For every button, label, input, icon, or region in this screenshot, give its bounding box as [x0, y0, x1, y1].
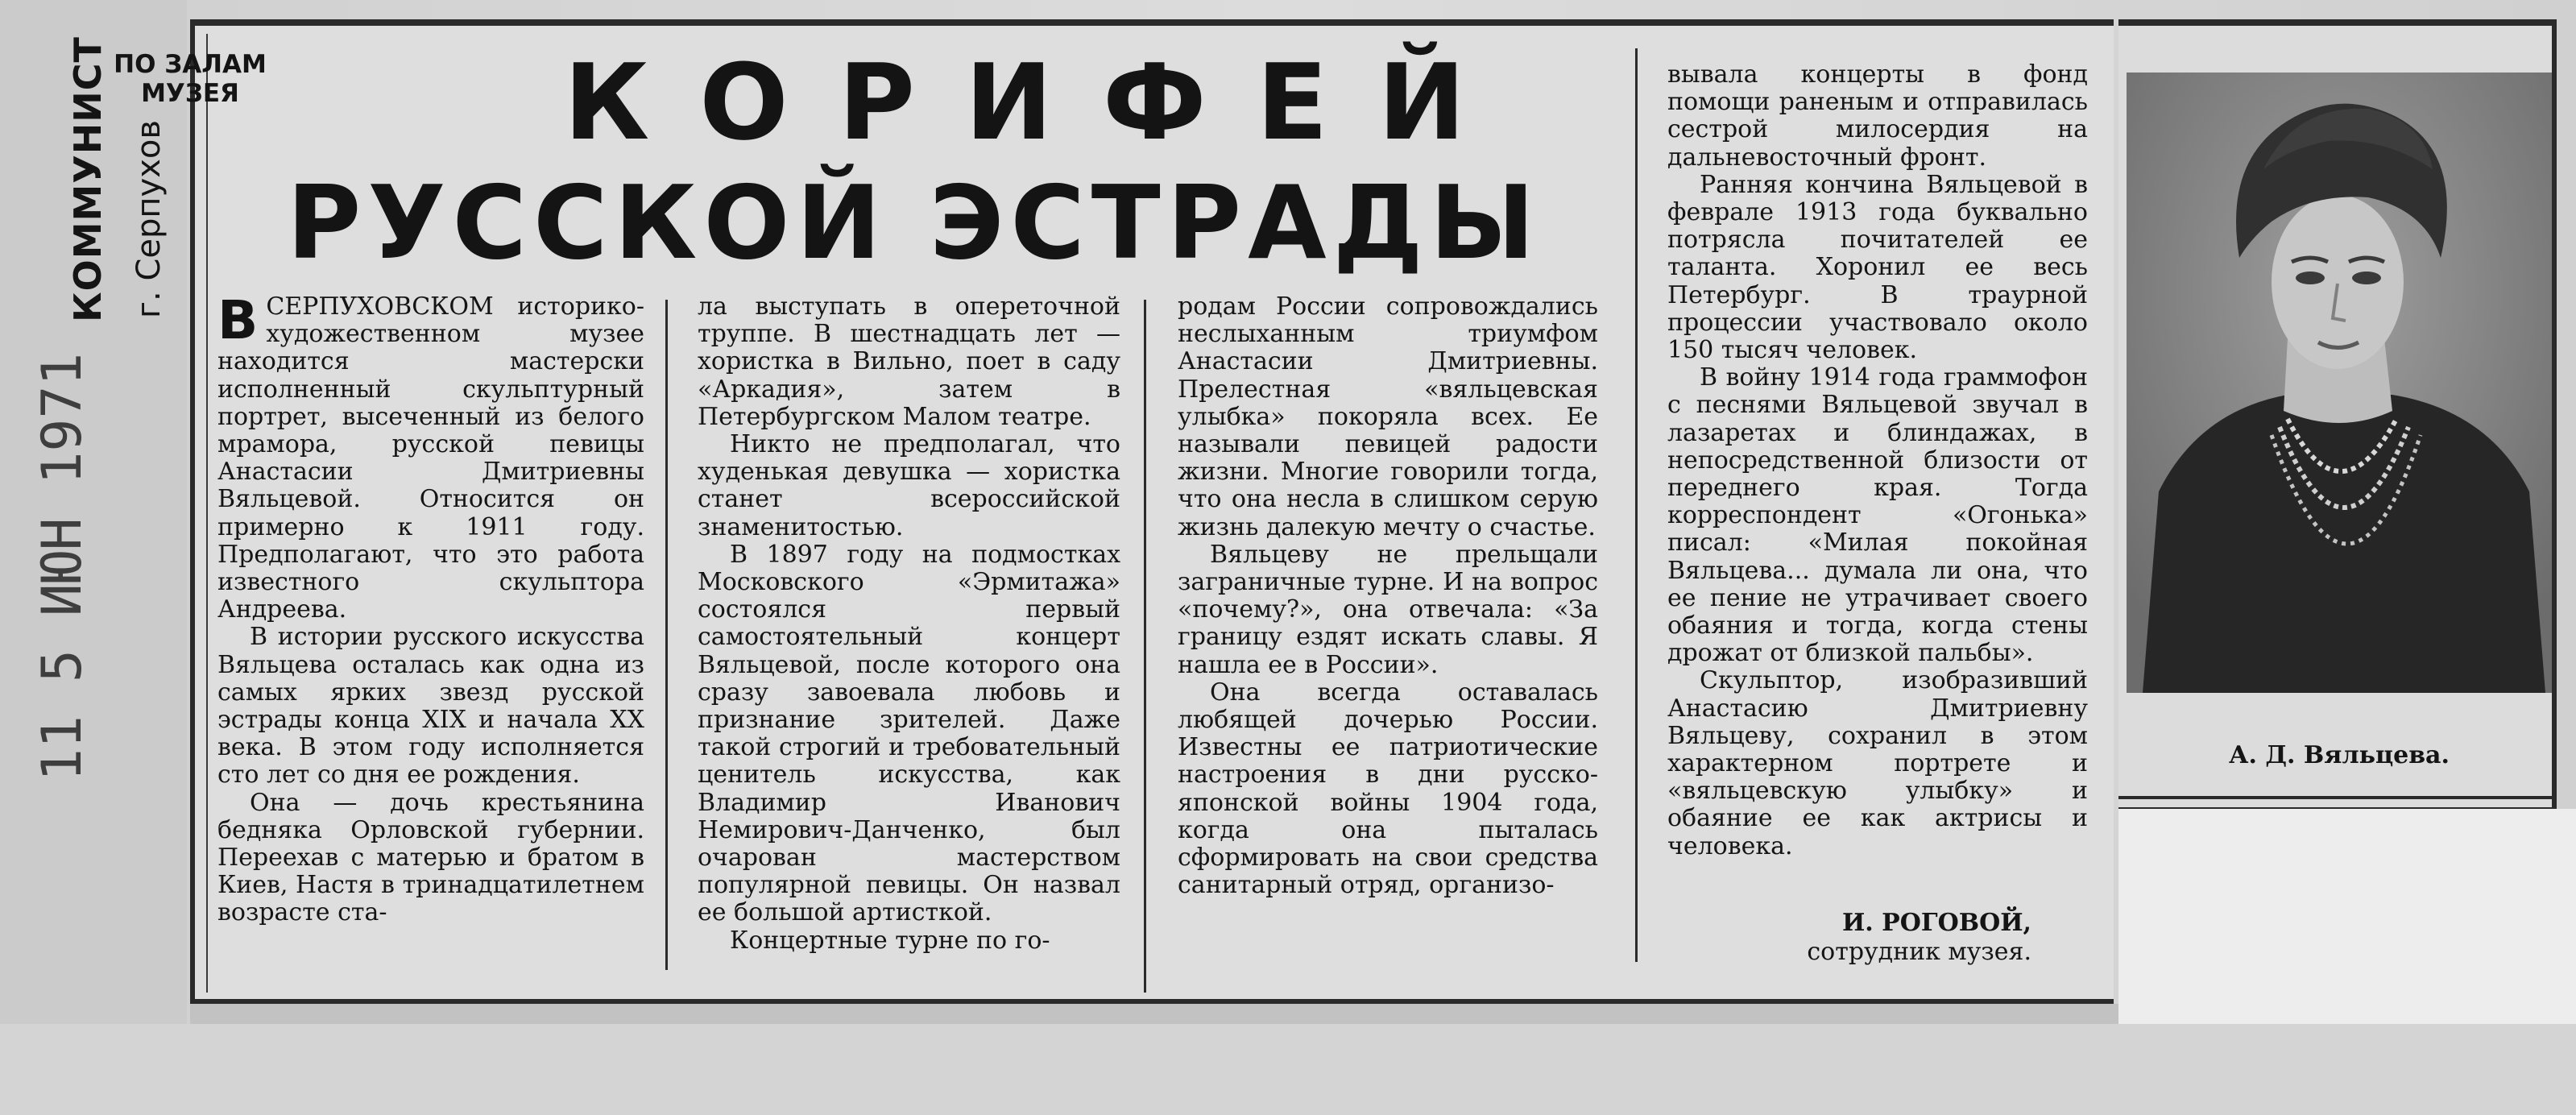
byline [1667, 909, 2088, 967]
paragraph: Ранняя кончина Вяльцевой в феврале 1913 года буквально потрясла почитателей ее таланта. Хоронил ее весь Петербург. В траурной процессии участвовало около 150 тысяч человек. [1667, 170, 2088, 365]
headline-line-1: КОРИФЕЙ [564, 41, 1516, 164]
paragraph: В войну 1914 года граммофон с песнями Вяльцевой звучал в лазаретах и блиндажах, в непосредственной близости от переднего края. Тогда корреспондент «Огонька» писал: «Милая покойная Вяльцева... думала ли она, что ее пение не утрачивает своего обаяния и тогда, когда стены дрожат от близкой пальбы». [1667, 363, 2088, 668]
article-column-3 [1178, 293, 1598, 1115]
paragraph: Концертные турне по го- [730, 926, 1050, 955]
paragraph-text: СЕРПУХОВСКОМ историко-художественном музее находится мастерски исполненный скульптурный портрет, высеченный из белого мрамора, русской певицы Анастасии Дмитриевны Вяльцевой. Относится он примерно к 1911 году. Предполагают, что это работа известного скульптора Андреева. [217, 293, 644, 624]
paragraph [217, 293, 644, 624]
headline-line-2: РУССКОЙ ЭСТРАДЫ [287, 164, 1542, 282]
date-stamp: 11 5 ИЮН 1971 [31, 352, 94, 781]
bottom-strip [190, 1004, 2118, 1024]
rubric: ПО ЗАЛАМ МУЗЕЯ [114, 50, 267, 108]
author-role: сотрудник музея. [1807, 938, 2031, 966]
paragraph: В истории русского искусства Вяльцева осталась как одна из самых ярких звезд русской эстрады конца XIX и начала XX века. В этом году исполняется сто лет со дня ее рождения. [217, 623, 644, 790]
paper-background [2118, 809, 2576, 1024]
paragraph: Вяльцеву не прельщали заграничные турне. И на вопрос «почему?», она отвечала: «За границу ездят искать славы. Я нашла ее в России». [1178, 540, 1598, 679]
paragraph: ла выступать в опереточной труппе. В шестнадцать лет — хористка в Вильно, поет в саду «Аркадия», затем в Петербургском Малом театре. [698, 293, 1120, 431]
newspaper-city: г. Серпухов [130, 120, 168, 318]
photo-caption: А. Д. Вяльцева. [2229, 741, 2450, 769]
article-column-2 [698, 293, 1120, 1115]
paragraph: Никто не предполагал, что худенькая девушка — хористка станет всероссийской знаменитостью. [698, 430, 1120, 541]
paragraph: вывала концерты в фонд помощи раненым и отправилась сестрой милосердия на дальневосточный фронт. [1667, 61, 2088, 172]
column-rule [665, 300, 668, 970]
column-rule [1635, 48, 1638, 962]
drop-cap: В [217, 293, 259, 351]
paragraph: Скульптор, изобразивший Анастасию Дмитриевну Вяльцеву, сохранил в этом характерном портрете и «вяльцевскую улыбку» и обаяние ее как актрисы и человека. [1667, 666, 2088, 860]
article-column-4 [1667, 61, 2088, 947]
paragraph: Она — дочь крестьянина бедняка Орловской губернии. Переехав с матерью и братом в Киев, Настя в тринадцатилетнем возрасте ста- [217, 788, 644, 927]
portrait-image [2127, 73, 2552, 693]
portrait-photo [2127, 73, 2552, 693]
paragraph: родам России сопровождались неслыханным триумфом Анастасии Дмитриевны. Прелестная «вяльцевская улыбка» покоряла всех. Ее называли певицей радости жизни. Многие говорили тогда, что она несла в слишком серую жизнь далекую мечту о счастье. [1178, 293, 1598, 541]
article-column-1 [217, 293, 644, 1115]
paragraph: В 1897 году на подмостках Московского «Эрмитажа» состоялся первый самостоятельный концерт Вяльцевой, после которого она сразу завоевала любовь и признание зрителей. Даже такой строгий и требовательный ценитель искусства, как Владимир Иванович Немирович-Данченко, был очарован мастерством популярной певицы. Он назвал ее большой артисткой. [698, 540, 1120, 927]
newspaper-name: КОММУНИСТ [66, 36, 110, 322]
column-rule [1144, 300, 1146, 993]
author-name: И. РОГОВОЙ, [1841, 909, 2031, 937]
paragraph: Она всегда оставалась любящей дочерью России. Известны ее патриотические настроения в дни русско-японской войны 1904 года, когда она пыталась сформировать на свои средства санитарный отряд, организо- [1178, 678, 1598, 900]
photo-bottom-rule [2118, 796, 2557, 809]
